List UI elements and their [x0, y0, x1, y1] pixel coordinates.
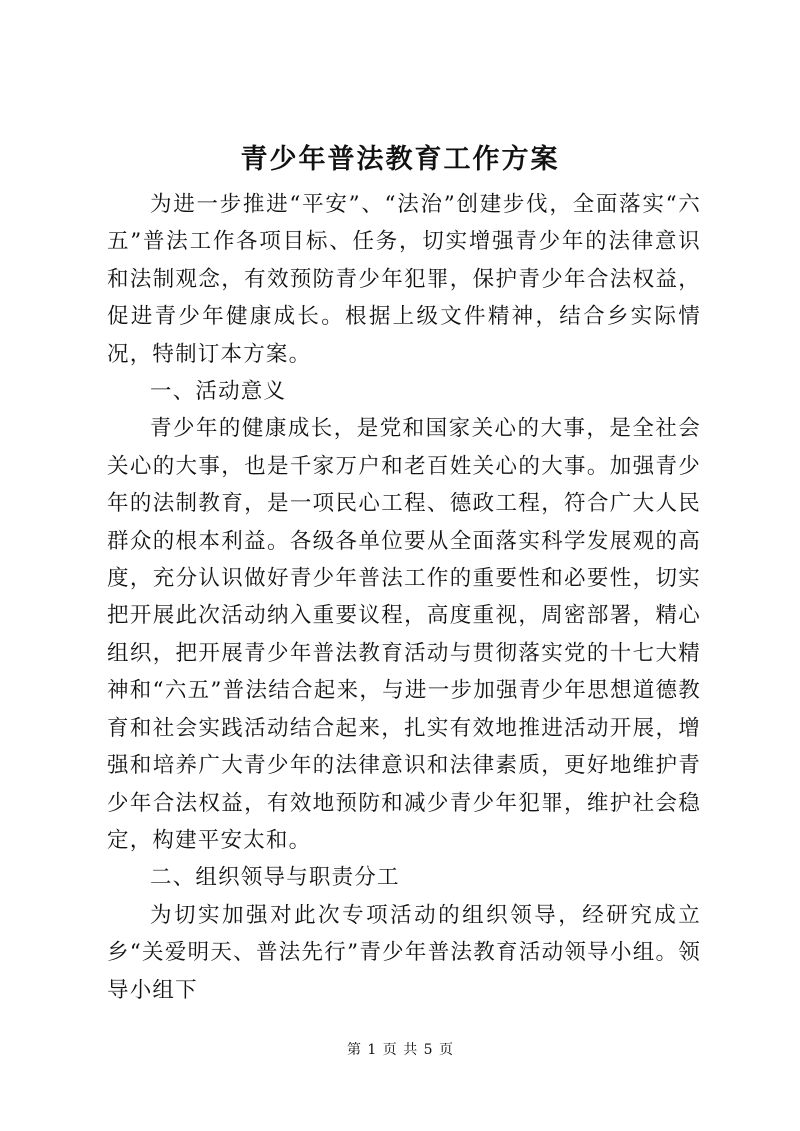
document-title: 青少年普法教育工作方案	[240, 144, 560, 175]
activity-significance-paragraph: 青少年的健康成长，是党和国家关心的大事，是全社会关心的大事，也是千家万户和老百姓关心的大事。加强青少年的法制教育，是一项民心工程、德政工程，符合广大人民群众的根本利益。各级各单位要从全面落实科学发展观的高度，充分认识做好青少年普法工作的重要性和必要性，切实把开展此次活动纳入重要议程，高度重视，周密部署，精心组织，把开展青少年普法教育活动与贯彻落实党的十七大精神和“六五”普法结合起来，与进一步加强青少年思想道德教育和社会实践活动结合起来，扎实有效地推进活动开展，增强和培养广大青少年的法律意识和法律素质，更好地维护青少年合法权益，有效地预防和减少青少年犯罪，维护社会稳定，构建平安太和。	[107, 416, 701, 853]
section-heading-activity-significance: 一、活动意义	[150, 379, 287, 405]
document-body	[107, 186, 701, 1009]
organization-paragraph: 为切实加强对此次专项活动的组织领导，经研究成立乡“关爱明天、普法先行”青少年普法教育活动领导小组。领导小组下	[107, 902, 701, 1003]
section-heading-organization: 二、组织领导与职责分工	[150, 865, 400, 891]
intro-paragraph: 为进一步推进“平安”、“法治”创建步伐，全面落实“六五”普法工作各项目标、任务，切实增强青少年的法律意识和法制观念，有效预防青少年犯罪，保护青少年合法权益，促进青少年健康成长。根据上级文件精神，结合乡实际情况，特制订本方案。	[107, 192, 701, 367]
page-footer: 第 1 页 共 5 页	[346, 1042, 454, 1058]
